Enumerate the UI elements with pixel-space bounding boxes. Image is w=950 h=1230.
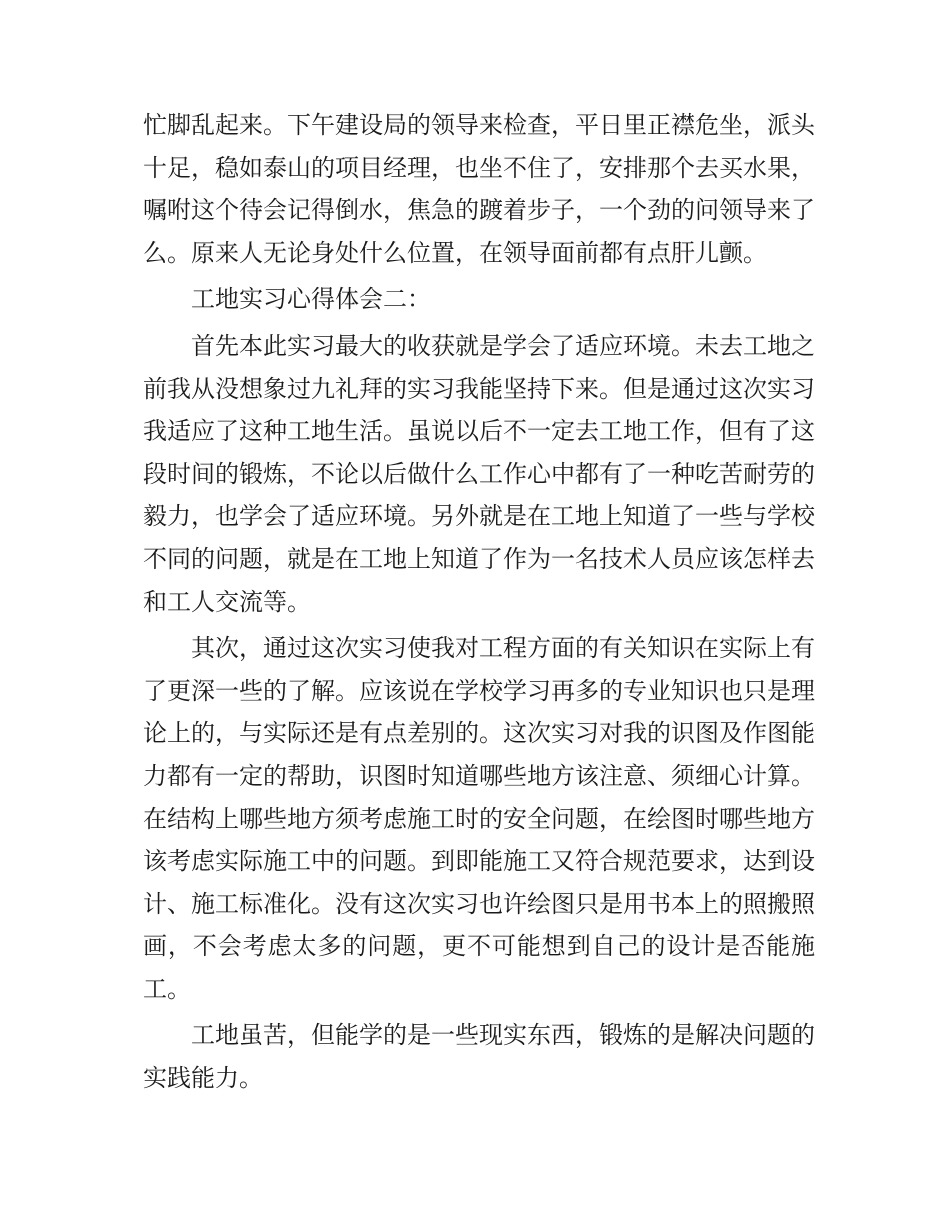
section-heading: 工地实习心得体会二：	[191, 285, 431, 314]
document-body	[143, 104, 815, 1104]
paragraph-engineering-knowledge: 其次，通过这次实习使我对工程方面的有关知识在实际上有了更深一些的了解。应该说在学校学习再多的专业知识也只是理论上的，与实际还是有点差别的。这次实习对我的识图及作图能力都有一定的帮助，识图时知道哪些地方该注意、须细心计算。在结构上哪些地方须考虑施工时的安全问题，在绘图时哪些地方该考虑实际施工中的问题。到即能施工又符合规范要求，达到设计、施工标准化。没有这次实习也许绘图只是用书本上的照搬照画，不会考虑太多的问题，更不可能想到自己的设计是否能施工。	[143, 634, 815, 1003]
paragraph-continuation: 忙脚乱起来。下午建设局的领导来检查，平日里正襟危坐，派头十足，稳如泰山的项目经理，也坐不住了，安排那个去买水果，嘱咐这个待会记得倒水，焦急的踱着步子，一个劲的问领导来了么。原来人无论身处什么位置，在领导面前都有点肝儿颤。	[143, 111, 815, 267]
paragraph-conclusion: 工地虽苦，但能学的是一些现实东西，锻炼的是解决问题的实践能力。	[143, 1021, 815, 1093]
paragraph-adapt-environment: 首先本此实习最大的收获就是学会了适应环境。未去工地之前我从没想象过九礼拜的实习我能坚持下来。但是通过这次实习我适应了这种工地生活。虽说以后不一定去工地工作，但有了这段时间的锻炼，不论以后做什么工作心中都有了一种吃苦耐劳的毅力，也学会了适应环境。另外就是在工地上知道了一些与学校不同的问题，就是在工地上知道了作为一名技术人员应该怎样去和工人交流等。	[143, 331, 815, 616]
